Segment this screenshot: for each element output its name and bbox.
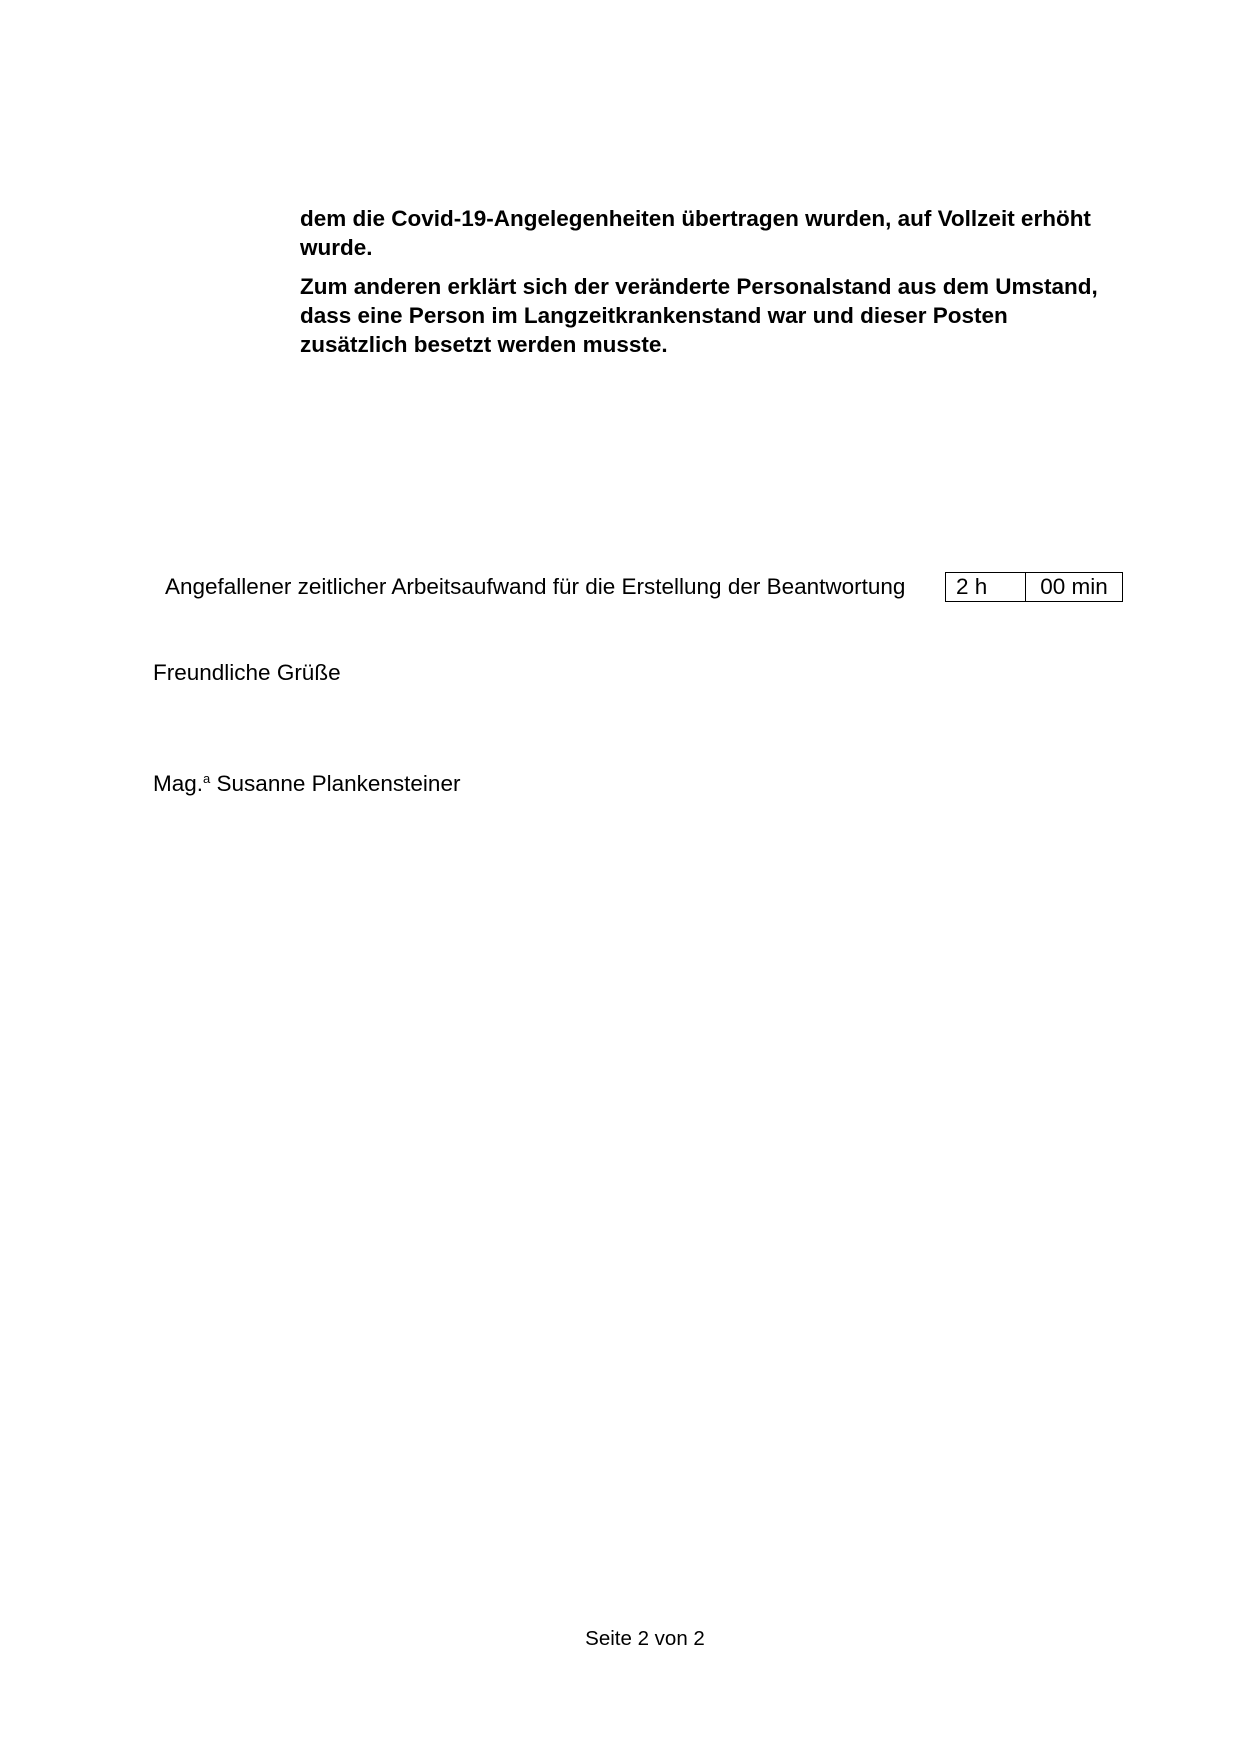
work-effort-hours: 2 h	[946, 573, 1026, 601]
work-effort-minutes: 00 min	[1040, 574, 1108, 599]
paragraph-staffing-explanation: Zum anderen erklärt sich der veränderte Personalstand aus dem Umstand, dass eine Person im Langzeitkrankenstand war und dieser Posten zusätzlich besetzt werden musste.	[300, 274, 1098, 357]
work-effort-label: Angefallener zeitlicher Arbeitsaufwand für die Erstellung der Beantwortung	[165, 574, 906, 599]
signatory-title-superscript: a	[203, 771, 211, 786]
signatory-title: Mag.	[153, 771, 204, 796]
work-effort-box	[945, 572, 1123, 602]
signatory-name: Susanne Plankensteiner	[216, 771, 461, 796]
paragraph-covid-fulltime: dem die Covid-19-Angelegenheiten übertragen wurden, auf Vollzeit erhöht wurde.	[300, 206, 1091, 260]
body-text	[300, 204, 1118, 369]
work-effort-row	[165, 572, 1125, 602]
page-footer: Seite 2 von 2	[585, 1627, 705, 1650]
closing-greeting: Freundliche Grüße	[153, 660, 341, 685]
signatory	[153, 770, 460, 798]
